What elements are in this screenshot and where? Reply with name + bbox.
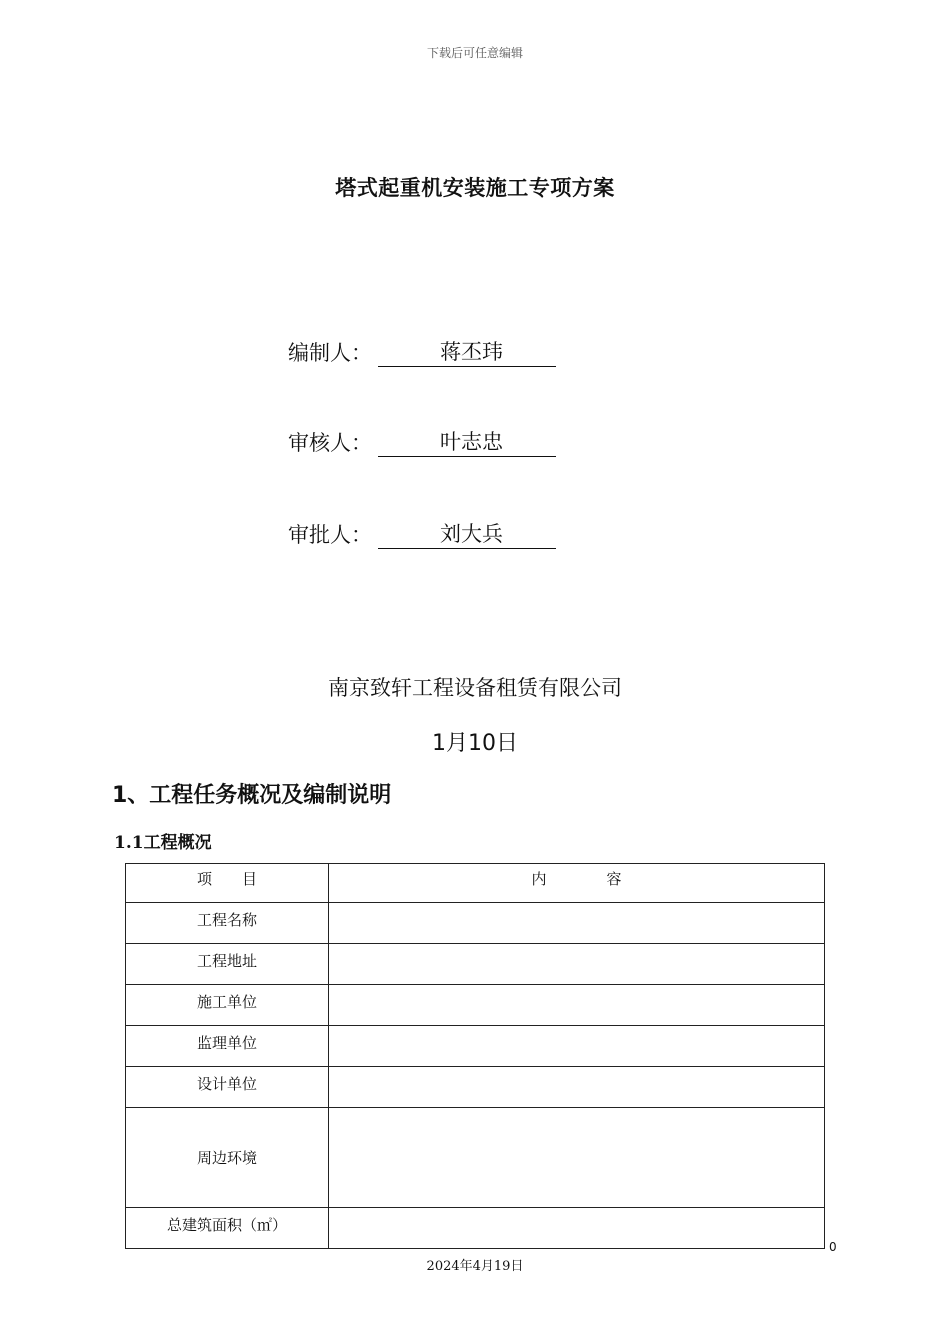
document-date: 1月10日: [432, 731, 518, 756]
table-row: [126, 944, 825, 985]
row-value: [329, 1108, 825, 1208]
table-row: [126, 1026, 825, 1067]
row-value: [329, 1026, 825, 1067]
row-label: 工程名称: [126, 903, 329, 944]
signature-row-compiler: [288, 337, 556, 367]
project-overview-table: [125, 863, 825, 1249]
column-header-item: 项 目: [126, 864, 329, 903]
row-value: [329, 1208, 825, 1249]
table-row: [126, 985, 825, 1026]
row-value: [329, 985, 825, 1026]
page-footer-date: 2024年4月19日: [426, 1259, 524, 1274]
page-header: 下载后可任意编辑: [426, 46, 523, 60]
signature-label: 编制人：: [288, 341, 372, 365]
section-heading: 1、工程任务概况及编制说明: [112, 783, 392, 808]
company-name: 南京致轩工程设备租赁有限公司: [328, 676, 622, 700]
row-value: [329, 944, 825, 985]
signature-label: 审批人：: [288, 523, 372, 547]
signature-row-reviewer: [288, 427, 556, 457]
row-value: [329, 1067, 825, 1108]
signature-row-approver: [288, 519, 556, 549]
row-label: 设计单位: [126, 1067, 329, 1108]
signature-value: 刘大兵: [378, 521, 556, 549]
row-label: 周边环境: [126, 1108, 329, 1208]
subsection-heading: 1.1工程概况: [114, 833, 212, 853]
signature-value: 蒋丕玮: [378, 339, 556, 367]
table-row: [126, 1208, 825, 1249]
signature-value: 叶志忠: [378, 429, 556, 457]
table-row: [126, 903, 825, 944]
row-label: 施工单位: [126, 985, 329, 1026]
signature-label: 审核人：: [288, 431, 372, 455]
table-row: [126, 1108, 825, 1208]
table-row: [126, 1067, 825, 1108]
document-title: 塔式起重机安装施工专项方案: [335, 176, 615, 200]
page-number: 0: [829, 1240, 837, 1254]
row-label: 总建筑面积（㎡）: [126, 1208, 329, 1249]
row-label: 工程地址: [126, 944, 329, 985]
row-value: [329, 903, 825, 944]
row-label: 监理单位: [126, 1026, 329, 1067]
column-header-content: 内 容: [329, 864, 825, 903]
table-header-row: [126, 864, 825, 903]
